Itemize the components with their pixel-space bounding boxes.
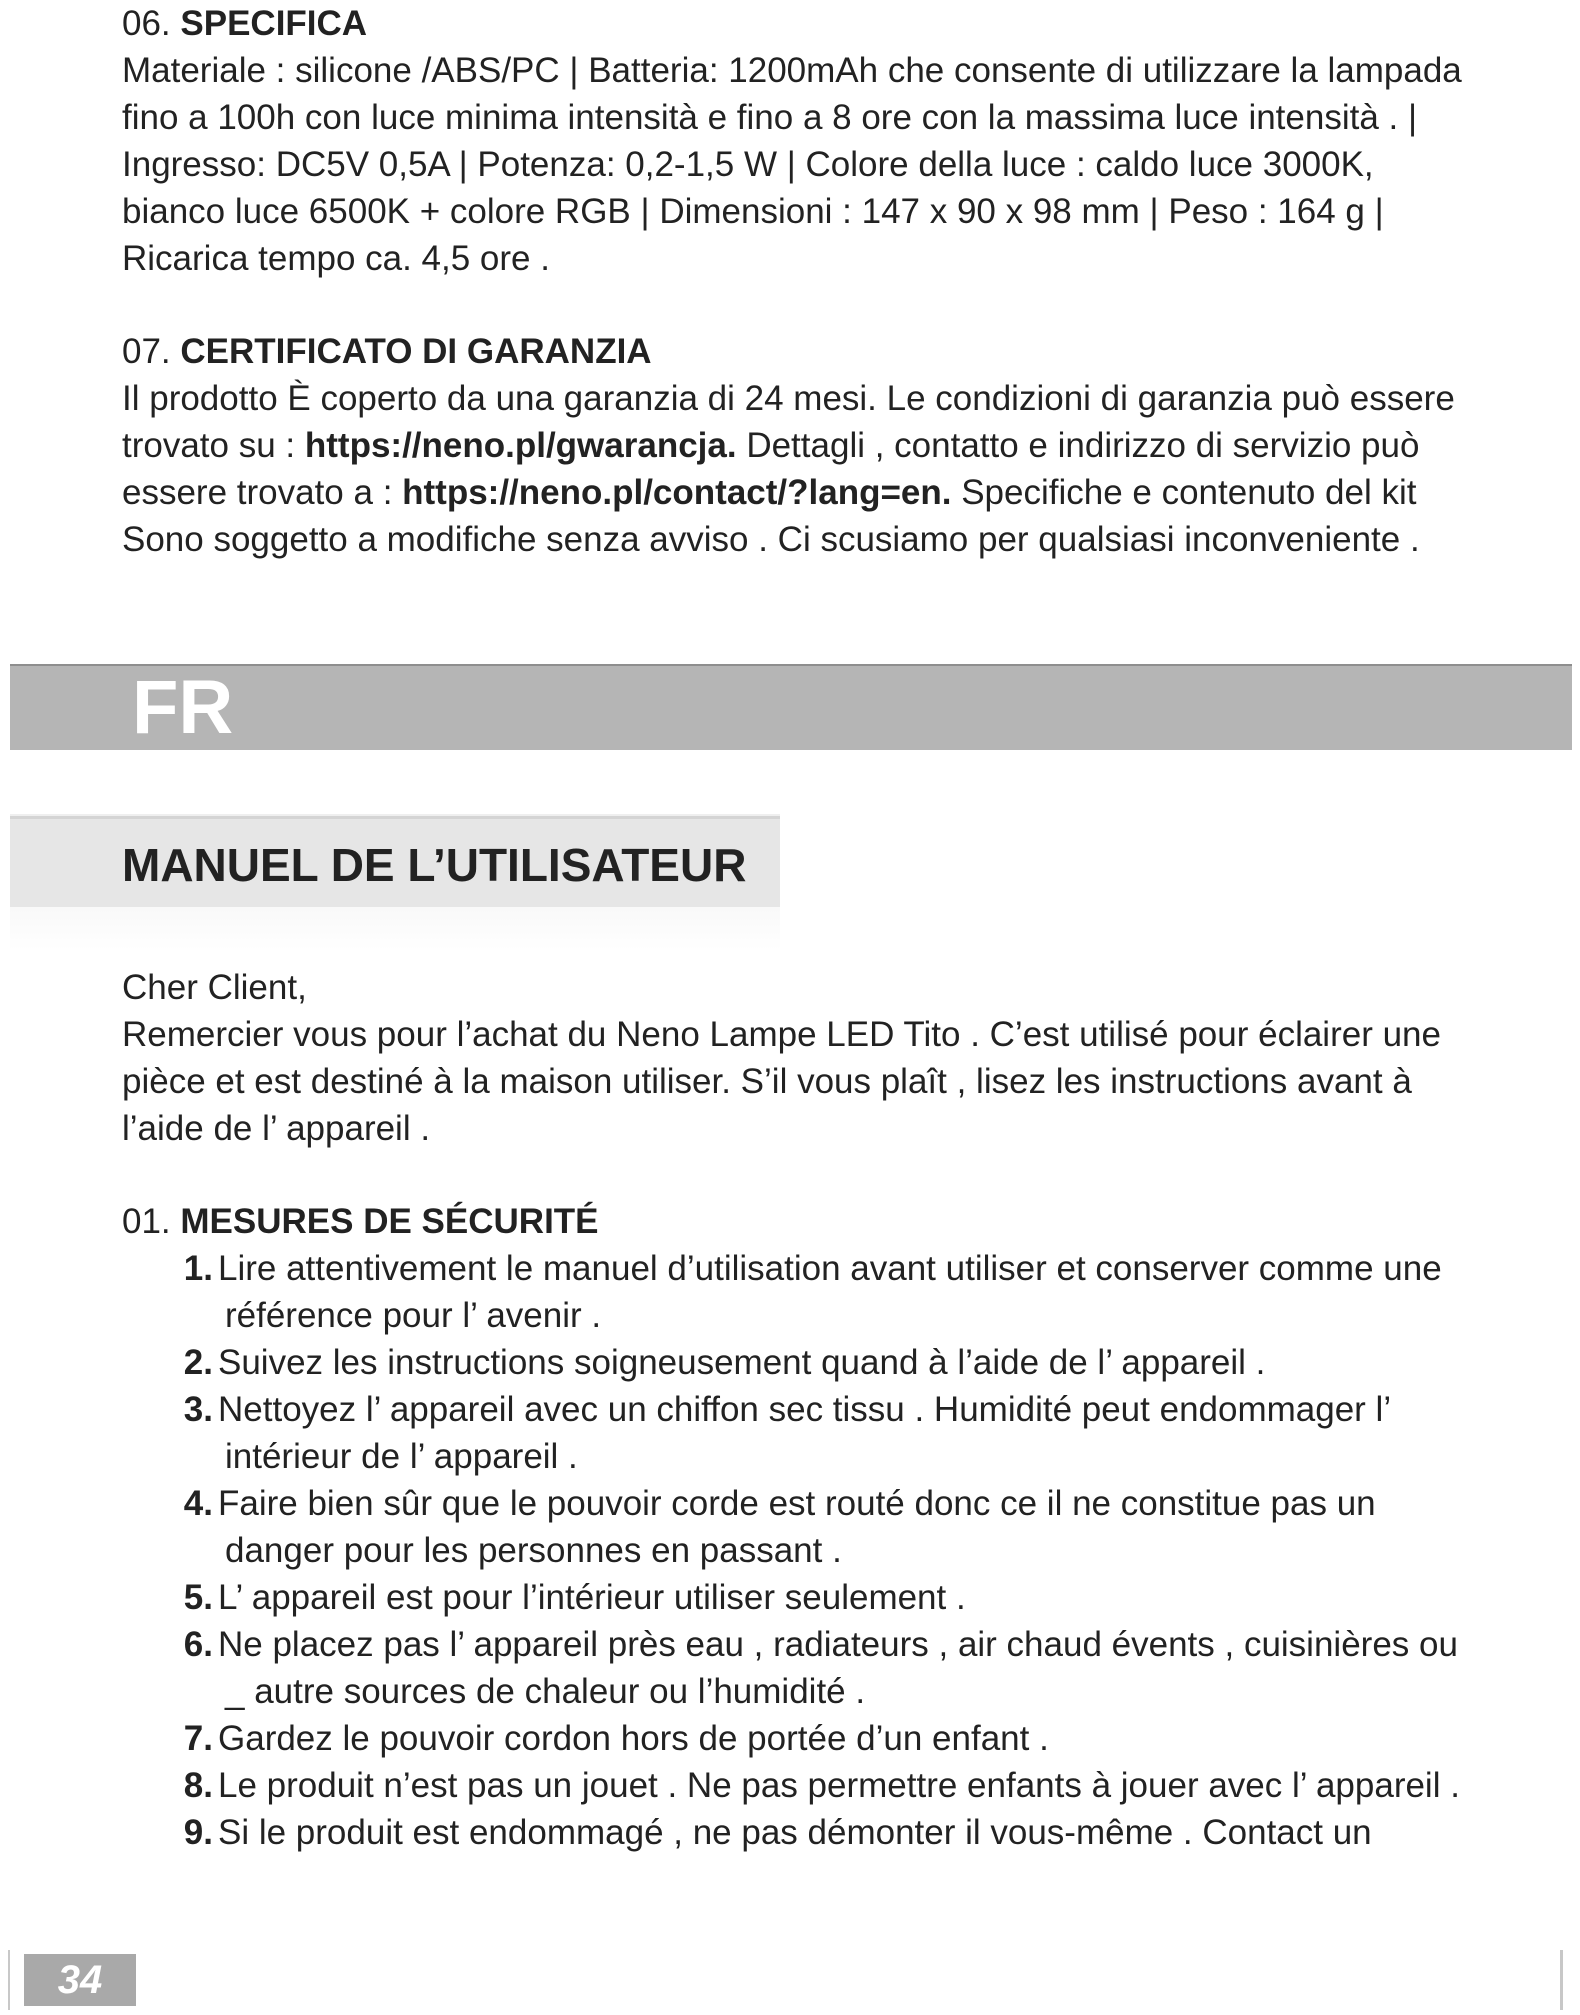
language-band (10, 664, 1572, 750)
item-text: Faire bien sûr que le pouvoir corde est routé donc ce il ne constitue pas un danger pour les personnes en passant . (218, 1484, 1376, 1570)
item-text: Le produit n’est pas un jouet . Ne pas permettre enfants à jouer avec l’ appareil . (218, 1766, 1460, 1805)
section-heading (122, 1198, 1482, 1245)
section-title: CERTIFICATO DI GARANZIA (180, 332, 652, 371)
footer-divider (1560, 1950, 1563, 2010)
section-body (122, 375, 1482, 563)
manual-title-box (10, 816, 780, 907)
item-text: Nettoyez l’ appareil avec un chiffon sec tissu . Humidité peut endommager l’ intérieur de l’ appareil . (218, 1390, 1390, 1476)
list-item (122, 1574, 1482, 1621)
contact-link[interactable]: https://neno.pl/contact/?lang=en. (402, 473, 952, 512)
safety-list (122, 1245, 1482, 1856)
manual-title: MANUEL DE L’UTILISATEUR (122, 839, 747, 891)
item-text: Lire attentivement le manuel d’utilisation avant utiliser et conserver comme une référence pour l’ avenir . (218, 1249, 1442, 1335)
list-item (122, 1621, 1482, 1715)
item-number: 7. (183, 1719, 213, 1758)
section-number: 06. (122, 4, 171, 43)
section-number: 07. (122, 332, 171, 371)
list-item (122, 1480, 1482, 1574)
item-number: 1. (183, 1249, 213, 1288)
list-item (122, 1762, 1482, 1809)
section-specifica (122, 0, 1482, 282)
greeting: Cher Client, (122, 968, 307, 1007)
intro-body: Remercier vous pour l’achat du Neno Lampe LED Tito . C’est utilisé pour éclairer une pièce et est destiné à la maison utiliser. S’il vous plaît , lisez les instructions avant à l’aide de l’ appareil . (122, 1015, 1441, 1148)
body-text: Dettagli , contatto e indirizzo di servizio può essere trovato a : (122, 426, 1420, 512)
warranty-link[interactable]: https://neno.pl/gwarancja. (304, 426, 737, 465)
item-number: 4. (183, 1484, 213, 1523)
item-number: 5. (183, 1578, 213, 1617)
page-number: 34 (24, 1954, 136, 2006)
item-text: Si le produit est endommagé , ne pas démonter il vous-même . Contact un (218, 1813, 1372, 1852)
list-item (122, 1809, 1482, 1856)
language-label: FR (132, 665, 234, 750)
item-text: Gardez le pouvoir cordon hors de portée d’un enfant . (218, 1719, 1049, 1758)
section-body: Materiale : silicone /ABS/PC | Batteria: 1200mAh che consente di utilizzare la lampada fino a 100h con luce minima intensità e fino a 8 ore con la massima luce intensità . | Ingresso: DC5V 0,5A | Potenza: 0,2-1,5 W | Colore della luce : caldo luce 3000K, bianco luce 6500K + colore RGB | Dimensioni : 147 x 90 x 98 mm | Peso : 164 g | Ricarica tempo ca. 4,5 ore . (122, 51, 1462, 278)
section-title: MESURES DE SÉCURITÉ (180, 1202, 599, 1241)
list-item (122, 1715, 1482, 1762)
section-securite (122, 1198, 1482, 1856)
item-number: 2. (183, 1343, 213, 1382)
list-item (122, 1386, 1482, 1480)
item-text: Ne placez pas l’ appareil près eau , radiateurs , air chaud évents , cuisinières ou _ autre sources de chaleur ou l’humidité . (218, 1625, 1458, 1711)
section-garanzia (122, 328, 1482, 563)
section-heading (122, 328, 1482, 375)
section-number: 01. (122, 1202, 171, 1241)
body-text: Specifiche e contenuto del kit Sono soggetto a modifiche senza avviso . Ci scusiamo per qualsiasi inconveniente . (122, 473, 1420, 559)
item-text: Suivez les instructions soigneusement quand à l’aide de l’ appareil . (218, 1343, 1266, 1382)
list-item (122, 1339, 1482, 1386)
footer-divider (8, 1950, 10, 2010)
item-number: 9. (183, 1813, 213, 1852)
item-number: 6. (183, 1625, 213, 1664)
section-title: SPECIFICA (180, 4, 368, 43)
intro (122, 964, 1482, 1152)
body-text: Il prodotto È coperto da una garanzia di 24 mesi. Le condizioni di garanzia può essere trovato su : (122, 379, 1455, 465)
list-item (122, 1245, 1482, 1339)
item-number: 8. (183, 1766, 213, 1805)
section-heading (122, 0, 1482, 47)
item-number: 3. (183, 1390, 213, 1429)
item-text: L’ appareil est pour l’intérieur utiliser seulement . (218, 1578, 966, 1617)
